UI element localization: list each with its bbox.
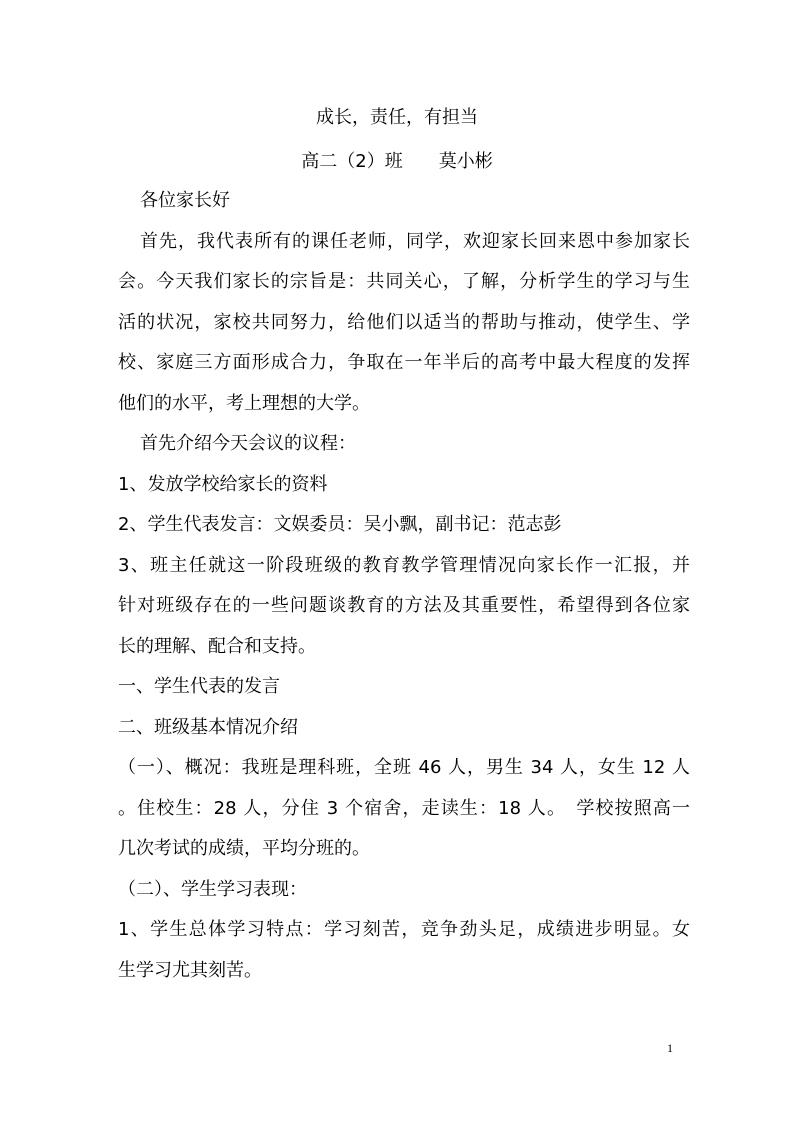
page-number: 1 <box>667 1041 673 1055</box>
agenda-item: 3、班主任就这一阶段班级的教育教学管理情况向家长作一汇报，并 <box>118 554 690 576</box>
agenda-item-continued: 长的理解、配合和支持。 <box>118 635 316 657</box>
section-heading: 二、班级基本情况介绍 <box>118 716 298 738</box>
intro-line: 活的状况，家校共同努力，给他们以适当的帮助与推动，使学生、学 <box>118 311 690 333</box>
performance-line: 生学习尤其刻苦。 <box>118 959 262 981</box>
intro-line: 会。今天我们家长的宗旨是：共同关心，了解，分析学生的学习与生 <box>118 271 690 292</box>
agenda-item: 1、发放学校给家长的资料 <box>118 473 328 495</box>
subsection-heading: （二）、学生学习表现： <box>118 878 307 900</box>
agenda-item-continued: 针对班级存在的一些问题谈教育的方法及其重要性，希望得到各位家 <box>118 595 690 616</box>
letter-body <box>118 181 690 991</box>
agenda-heading: 首先介绍今天会议的议程： <box>140 433 356 454</box>
greeting-line: 各位家长好 <box>140 190 230 211</box>
intro-line: 首先，我代表所有的课任老师，同学，欢迎家长回来恩中参加家长 <box>140 230 690 252</box>
document-byline: 高二（2）班 莫小彬 <box>301 151 493 172</box>
agenda-item: 2、学生代表发言：文娱委员：吴小飘，副书记：范志彭 <box>118 514 562 535</box>
section-heading: 一、学生代表的发言 <box>118 676 280 697</box>
document-title: 成长，责任，有担当 <box>316 107 478 128</box>
intro-line: 校、家庭三方面形成合力，争取在一年半后的高考中最大程度的发挥 <box>118 352 690 373</box>
performance-line: 1、学生总体学习特点：学习刻苦，竞争劲头足，成绩进步明显。女 <box>118 919 690 940</box>
overview-line: （一）、概况：我班是理科班，全班 46 人，男生 34 人，女生 12 人 <box>118 757 690 778</box>
overview-line: 几次考试的成绩，平均分班的。 <box>118 838 370 859</box>
overview-line: 。住校生：28 人，分住 3 个宿舍，走读生：18 人。 学校按照高一 <box>118 797 690 819</box>
intro-line: 他们的水平，考上理想的大学。 <box>118 392 370 414</box>
